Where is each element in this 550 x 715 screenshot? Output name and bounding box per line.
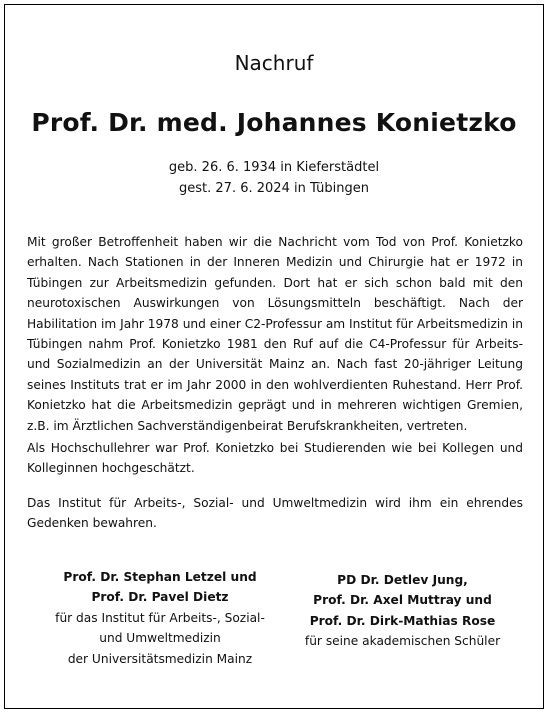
- signer-affiliation: der Universitätsmedizin Mainz: [67, 651, 253, 666]
- signer-affiliation: und Umweltmedizin: [99, 631, 221, 646]
- deceased-name: Prof. Dr. med. Johannes Konietzko: [31, 108, 517, 137]
- obituary-frame: [4, 4, 544, 709]
- body-paragraph: Mit großer Betroffenheit haben wir die Nachricht vom Tod von Prof. Konietzko erhalten. Nach Stationen in der Inneren Medizin und Chirurgie hat er 1972 in Tübingen zur Arbeitsmedizin gefunden. Dort hat er sich schon bald mit den neurotoxischen Auswirkungen von Lösungsmitteln beschäftigt. Nach der Habilitation im Jahr 1978 und einer C2-Professur am Institut für Arbeitsmedizin in Tübingen nahm Prof. Konietzko 1981 den Ruf auf die C4-Professur für Arbeits- und Sozialmedizin an der Universität Mainz an. Nach fast 20-jähriger Leitung seines Instituts trat er im Jahr 2000 in den wohlverdienten Ruhestand. Herr Prof. Konietzko hat die Arbeitsmedizin geprägt und in mehreren wichtigen Gremien, z.B. im Ärztlichen Sachverständigenbeirat Berufskrankheiten, vertreten.: [27, 235, 524, 433]
- signer-affiliation: für seine akademischen Schüler: [304, 634, 501, 649]
- death-date: gest. 27. 6. 2024 in Tübingen: [179, 181, 369, 196]
- life-dates: [5, 157, 543, 199]
- signer-name: Prof. Dr. Pavel Dietz: [91, 590, 229, 605]
- signature-left: [45, 567, 275, 669]
- body-paragraph: Das Institut für Arbeits-, Sozial- und Umweltmedizin wird ihm ein ehrendes Gedenken bewahren.: [27, 496, 523, 531]
- signer-name: Prof. Dr. Stephan Letzel und: [63, 570, 257, 584]
- signer-name: Prof. Dr. Dirk-Mathias Rose: [309, 613, 496, 628]
- signer-name: PD Dr. Detlev Jung,: [337, 573, 468, 587]
- obituary-heading: Nachruf: [234, 51, 314, 75]
- signature-right: [295, 570, 510, 652]
- signer-affiliation: für das Institut für Arbeits-, Sozial-: [55, 610, 265, 625]
- birth-date: geb. 26. 6. 1934 in Kieferstädtel: [168, 160, 380, 175]
- body-paragraph: Als Hochschullehrer war Prof. Konietzko bei Studierenden wie bei Kollegen und Kolleginnen hochgeschätzt.: [27, 441, 523, 476]
- signer-name: Prof. Dr. Axel Muttray und: [313, 593, 492, 608]
